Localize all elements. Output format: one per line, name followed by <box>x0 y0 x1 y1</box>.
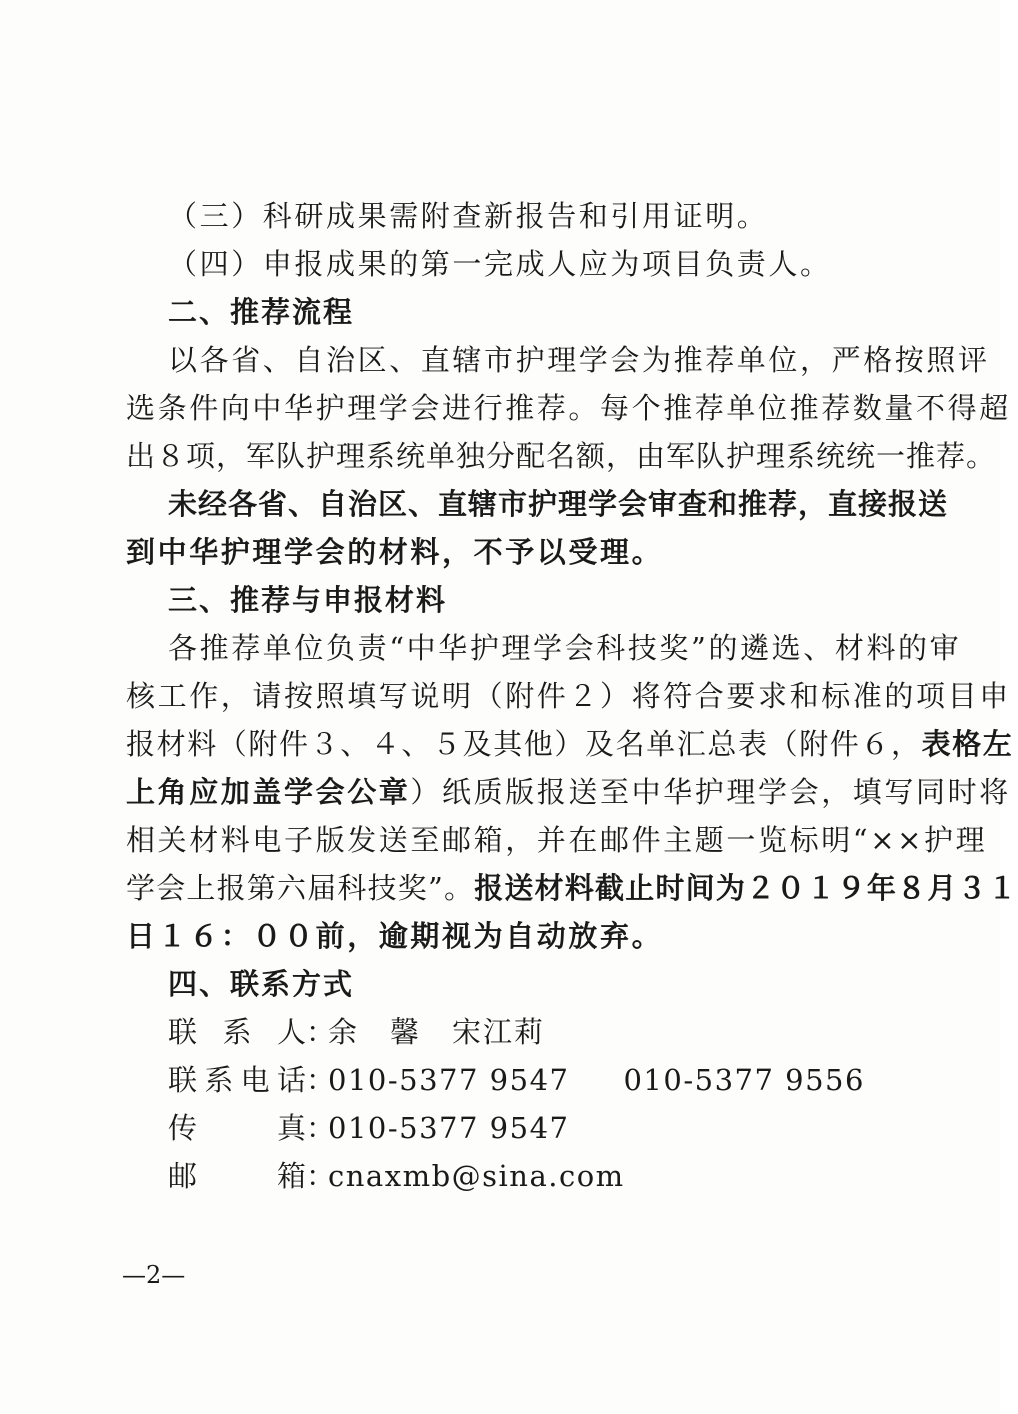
section-3-line-6 <box>126 870 1018 906</box>
contact-person-colon: ： <box>306 1015 338 1049</box>
item-4-text: （四）申报成果的第一完成人应为项目负责人。 <box>168 247 832 281</box>
section-2-paragraph-2-line-2: 到中华护理学会的材料，不予以受理。 <box>126 535 664 569</box>
section-2-paragraph-2-line-1: 未经各省、自治区、直辖市护理学会审查和推荐，直接报送 <box>168 487 949 521</box>
section-3-line-5: 相关材料电子版发送至邮箱，并在邮件主题一览标明“××护理 <box>126 823 988 857</box>
page-number: —2— <box>122 1261 186 1289</box>
section-3-line-3-bold: 表格左 <box>921 727 1014 761</box>
fax-colon: ： <box>306 1111 337 1145</box>
section-2-paragraph-1-line-3: 出８项，军队护理系统单独分配名额，由军队护理系统统一推荐。 <box>126 439 997 473</box>
section-4-heading: 四、联系方式 <box>168 967 355 1001</box>
section-2-paragraph-1-line-1: 以各省、自治区、直辖市护理学会为推荐单位，严格按照评 <box>168 343 990 377</box>
phone-label: 联系电话 <box>168 1063 306 1097</box>
contact-person-value: 余 馨 宋江莉 <box>328 1015 546 1049</box>
email-label: 邮箱 <box>168 1159 306 1193</box>
fax-row <box>168 1110 876 1146</box>
phone-colon: ： <box>306 1063 337 1097</box>
section-3-line-6-normal: 学会上报第六届科技奖”。 <box>126 871 475 905</box>
contact-person-label: 联系人 <box>168 1015 306 1049</box>
section-3-heading: 三、推荐与申报材料 <box>168 583 448 617</box>
section-3-line-2: 核工作，请按照填写说明（附件２）将符合要求和标准的项目申 <box>126 679 1011 713</box>
email-row <box>168 1158 876 1194</box>
section-3-line-6-bold: 报送材料截止时间为２０１９年８月３１ <box>474 871 1018 905</box>
section-3-line-4 <box>126 774 1011 810</box>
section-3-line-4-normal: ）纸质版报送至中华护理学会，填写同时将 <box>410 775 1011 809</box>
section-2-paragraph-1-line-2: 选条件向中华护理学会进行推荐。每个推荐单位推荐数量不得超 <box>126 391 1011 425</box>
contact-person-row <box>168 1014 876 1050</box>
email-value: cnaxmb@sina.com <box>328 1159 625 1193</box>
phone-value-2: 010-5377 9556 <box>623 1063 865 1097</box>
section-2-heading: 二、推荐流程 <box>168 295 355 329</box>
phone-value-1: 010-5377 9547 <box>328 1063 570 1097</box>
section-3-line-4-bold: 上角应加盖学会公章 <box>126 775 411 809</box>
phone-row <box>168 1062 876 1098</box>
section-3-line-7: 日１６：００前，逾期视为自动放弃。 <box>126 919 664 953</box>
fax-value: 010-5377 9547 <box>328 1111 570 1145</box>
section-3-line-3-normal: 报材料（附件３、４、５及其他）及名单汇总表（附件６， <box>126 727 922 761</box>
section-3-line-3 <box>126 726 1014 762</box>
email-colon: ： <box>306 1159 337 1193</box>
fax-label: 传真 <box>168 1111 306 1145</box>
section-3-line-1: 各推荐单位负责“中华护理学会科技奖”的遴选、材料的审 <box>168 631 962 665</box>
item-3-text: （三）科研成果需附查新报告和引用证明。 <box>168 199 769 233</box>
